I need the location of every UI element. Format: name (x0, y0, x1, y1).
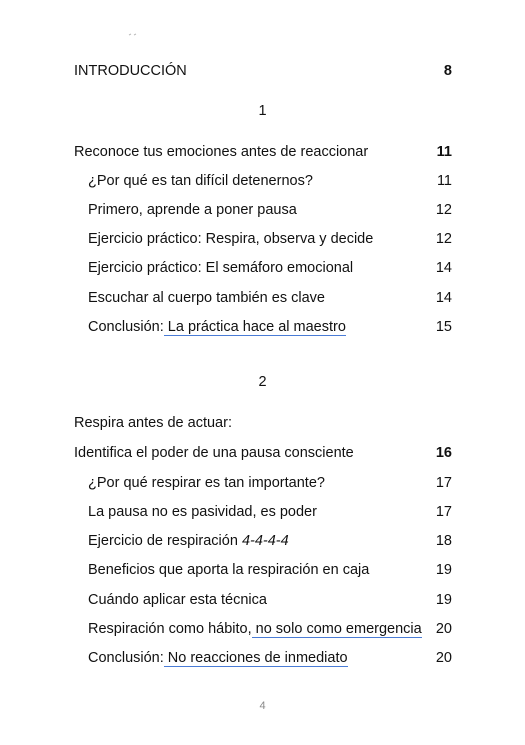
toc-entry-title: Ejercicio práctico: El semáforo emocional (88, 260, 354, 276)
toc-entry-page: 20 (435, 650, 452, 666)
toc-entry-page: 11 (436, 173, 452, 189)
toc-entry-page: 19 (435, 562, 452, 578)
toc-entry-page: 19 (435, 592, 452, 608)
toc-entry-title-part: no solo como emergencia (251, 621, 422, 637)
toc-entry-page: 20 (435, 621, 452, 637)
toc-chapter-title-line: Respira antes de actuar: (74, 415, 232, 431)
toc-entry-title: Primero, aprende a poner pausa (88, 202, 297, 218)
toc-entry-title (88, 647, 348, 669)
toc-entry-page: 12 (435, 202, 452, 218)
toc-entry[interactable] (88, 257, 452, 279)
toc-entry-page: 18 (435, 533, 452, 549)
toc-chapter-2[interactable] (74, 442, 452, 464)
toc-entry-title: Cuándo aplicar esta técnica (88, 592, 267, 608)
toc-entry-page: 12 (435, 231, 452, 247)
toc-entry-title-part: Ejercicio de respiración (88, 533, 242, 549)
toc-entry[interactable] (88, 228, 452, 250)
toc-entry-title-part: 4-4-4-4 (241, 533, 289, 549)
toc-entry-title: Beneficios que aporta la respiración en caja (88, 562, 370, 578)
toc-chapter-page: 11 (436, 144, 452, 160)
chapter-number: 2 (258, 374, 267, 390)
toc-entry-title (88, 316, 346, 338)
toc-entry[interactable] (88, 559, 452, 581)
toc-entry-page: 17 (435, 504, 452, 520)
toc-entry[interactable] (88, 472, 452, 494)
toc-entry-intro[interactable] (74, 60, 452, 82)
toc-entry[interactable] (88, 316, 452, 338)
toc-entry-title-part: Respiración como hábito, (88, 621, 252, 637)
toc-chapter-page: 16 (435, 445, 452, 461)
chapter-number: 1 (258, 103, 267, 119)
page-number: 4 (259, 700, 266, 712)
toc-entry-title: La pausa no es pasividad, es poder (88, 504, 317, 520)
toc-entry-title: ¿Por qué respirar es tan importante? (88, 475, 325, 491)
toc-entry[interactable] (88, 530, 452, 552)
toc-entry-title-part: La práctica hace al maestro (163, 319, 346, 335)
toc-entry[interactable] (88, 501, 452, 523)
toc-entry[interactable] (88, 199, 452, 221)
toc-entry-title: Escuchar al cuerpo también es clave (88, 290, 325, 306)
toc-entry-page: 15 (435, 319, 452, 335)
toc-entry-page: 8 (443, 63, 452, 79)
toc-entry[interactable] (88, 647, 452, 669)
toc-entry-title-part: Conclusión: (88, 319, 164, 335)
toc-chapter-title: Reconoce tus emociones antes de reaccionar (74, 144, 369, 160)
toc-entry-title (88, 530, 289, 552)
toc-entry[interactable] (88, 287, 452, 309)
toc-entry-page: 17 (435, 475, 452, 491)
toc-entry-page: 14 (435, 260, 452, 276)
toc-entry-title: Ejercicio práctico: Respira, observa y decide (88, 231, 374, 247)
toc-entry-title (88, 618, 422, 640)
toc-chapter-1[interactable] (74, 141, 452, 163)
toc-entry-title-part: Conclusión: (88, 650, 164, 666)
toc-entry-title-part: No reacciones de inmediato (163, 650, 348, 666)
toc-chapter-title: Identifica el poder de una pausa consciente (74, 445, 354, 461)
stray-mark (128, 32, 140, 38)
toc-entry-page: 14 (435, 290, 452, 306)
toc-entry[interactable] (88, 618, 452, 640)
toc-entry[interactable] (88, 589, 452, 611)
toc-entry[interactable] (88, 170, 452, 192)
toc-entry-title: INTRODUCCIÓN (74, 63, 187, 79)
toc-entry-title: ¿Por qué es tan difícil detenernos? (88, 173, 313, 189)
